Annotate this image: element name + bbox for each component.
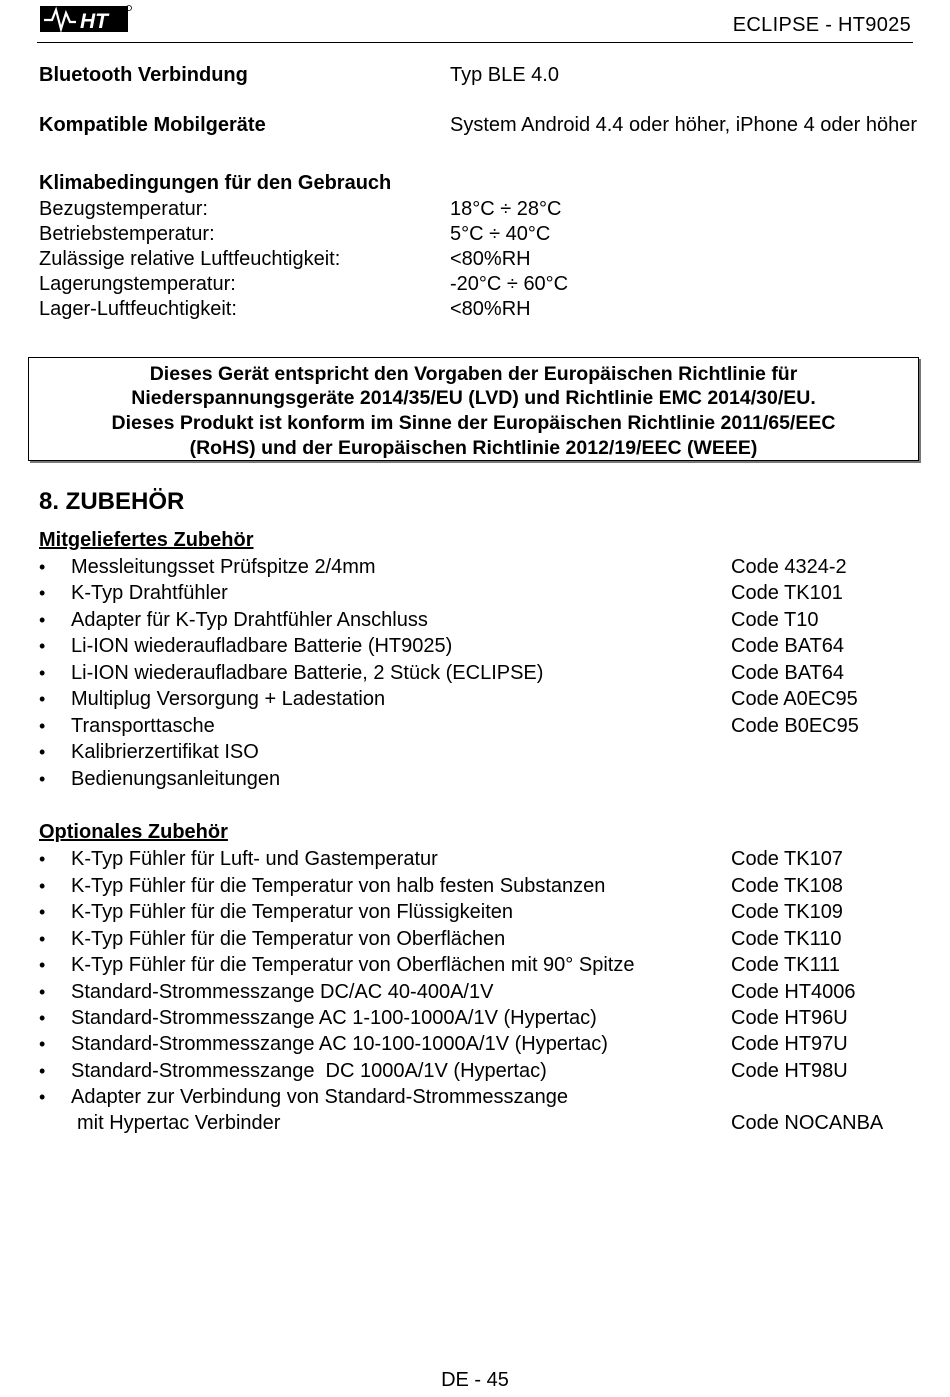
item-code: Code BAT64	[731, 662, 845, 684]
item-label: mit Hypertac Verbinder	[77, 1112, 281, 1134]
list-item	[39, 1005, 919, 1031]
bullet-icon: •	[39, 955, 46, 975]
spec-value: <80%RH	[450, 298, 531, 320]
item-label: Standard-Strommesszange AC 1-100-1000A/1V (Hypertac)	[71, 1007, 597, 1029]
list-item-adapter	[39, 1084, 919, 1110]
list-item	[39, 686, 919, 712]
list-item	[39, 713, 919, 739]
item-code: Code TK110	[731, 928, 842, 950]
notice-line: (RoHS) und der Europäischen Richtlinie 2012/19/EEC (WEEE)	[189, 437, 758, 459]
bullet-icon: •	[39, 1061, 46, 1081]
spec-label: Bluetooth Verbindung	[39, 64, 248, 86]
item-code: Code B0EC95	[731, 715, 859, 737]
item-label: Standard-Strommesszange DC/AC 40-400A/1V	[71, 981, 494, 1003]
bullet-icon: •	[39, 849, 46, 869]
included-accessories-heading: Mitgeliefertes Zubehör	[39, 529, 254, 551]
spec-value: 18°C ÷ 28°C	[450, 198, 562, 220]
item-code: Code TK107	[731, 848, 843, 870]
page-number: DE - 45	[441, 1369, 509, 1391]
bullet-icon: •	[39, 1087, 46, 1107]
list-item	[39, 979, 919, 1005]
compliance-notice	[28, 357, 919, 461]
spec-label: Lager-Luftfeuchtigkeit:	[39, 298, 237, 320]
item-code: Code HT4006	[731, 981, 856, 1003]
spec-value: Typ BLE 4.0	[450, 64, 559, 86]
item-label: Multiplug Versorgung + Ladestation	[71, 688, 386, 710]
item-label: Standard-Strommesszange AC 10-100-1000A/1V (Hypertac)	[71, 1033, 608, 1055]
list-item	[39, 1058, 919, 1084]
item-code: Code 4324-2	[731, 556, 847, 578]
notice-line: Dieses Produkt ist konform im Sinne der Europäischen Richtlinie 2011/65/EEC	[111, 412, 836, 434]
bullet-icon: •	[39, 929, 46, 949]
list-item	[39, 873, 919, 899]
item-label: Bedienungsanleitungen	[71, 768, 281, 790]
page-header	[37, 0, 913, 43]
list-item	[39, 846, 919, 872]
bullet-icon: •	[39, 982, 46, 1002]
item-label: K-Typ Fühler für die Temperatur von halb festen Substanzen	[71, 875, 606, 897]
item-code: Code HT97U	[731, 1033, 848, 1055]
bullet-icon: •	[39, 716, 46, 736]
bullet-icon: •	[39, 769, 46, 789]
bullet-icon: •	[39, 742, 46, 762]
list-item	[39, 554, 919, 580]
item-label: Adapter zur Verbindung von Standard-Strommesszange	[71, 1086, 568, 1108]
bullet-icon: •	[39, 876, 46, 896]
list-item	[39, 660, 919, 686]
bullet-icon: •	[39, 557, 46, 577]
climate-heading: Klimabedingungen für den Gebrauch	[39, 172, 392, 194]
list-item	[39, 766, 919, 792]
item-code: Code T10	[731, 609, 819, 631]
item-label: K-Typ Drahtfühler	[71, 582, 228, 604]
item-label: K-Typ Fühler für die Temperatur von Oberflächen	[71, 928, 506, 950]
item-label: Standard-Strommesszange DC 1000A/1V (Hypertac)	[71, 1060, 547, 1082]
ht-logo-icon	[40, 4, 132, 34]
logo-text: HT	[80, 10, 108, 33]
item-code: Code HT96U	[731, 1007, 848, 1029]
spec-label: Zulässige relative Luftfeuchtigkeit:	[39, 248, 341, 270]
list-item	[39, 580, 919, 606]
bullet-icon: •	[39, 689, 46, 709]
list-item	[39, 739, 919, 765]
item-label: Li-ION wiederaufladbare Batterie (HT9025)	[71, 635, 453, 657]
list-item	[39, 899, 919, 925]
item-label: Li-ION wiederaufladbare Batterie, 2 Stück (ECLIPSE)	[71, 662, 544, 684]
item-label: Transporttasche	[71, 715, 215, 737]
item-label: K-Typ Fühler für Luft- und Gastemperatur	[71, 848, 438, 870]
bullet-icon: •	[39, 636, 46, 656]
item-label: K-Typ Fühler für die Temperatur von Oberflächen mit 90° Spitze	[71, 954, 635, 976]
item-code: Code TK101	[731, 582, 843, 604]
spec-label: Betriebstemperatur:	[39, 223, 215, 245]
item-code: Code HT98U	[731, 1060, 848, 1082]
item-label: Messleitungsset Prüfspitze 2/4mm	[71, 556, 376, 578]
bullet-icon: •	[39, 1034, 46, 1054]
list-item	[39, 926, 919, 952]
list-item	[39, 633, 919, 659]
item-label: Kalibrierzertifikat ISO	[71, 741, 259, 763]
item-code: Code NOCANBA	[731, 1112, 884, 1134]
section-title: 8. ZUBEHÖR	[39, 488, 185, 515]
item-code: Code TK111	[731, 954, 840, 976]
bullet-icon: •	[39, 663, 46, 683]
spec-label: Bezugstemperatur:	[39, 198, 208, 220]
spec-label: Kompatible Mobilgeräte	[39, 114, 266, 136]
spec-value: <80%RH	[450, 248, 531, 270]
item-code: Code TK108	[731, 875, 843, 897]
document-title: ECLIPSE - HT9025	[732, 14, 911, 36]
list-item	[39, 952, 919, 978]
bullet-icon: •	[39, 583, 46, 603]
item-code: Code TK109	[731, 901, 843, 923]
spec-value: System Android 4.4 oder höher, iPhone 4 oder höher	[450, 114, 917, 136]
item-code: Code BAT64	[731, 635, 845, 657]
ht-logo	[40, 4, 132, 34]
spec-label: Lagerungstemperatur:	[39, 273, 236, 295]
item-code: Code A0EC95	[731, 688, 858, 710]
notice-line: Dieses Gerät entspricht den Vorgaben der Europäischen Richtlinie für	[149, 363, 798, 385]
list-item-adapter-continued	[39, 1110, 919, 1136]
spec-value: 5°C ÷ 40°C	[450, 223, 551, 245]
item-label: Adapter für K-Typ Drahtfühler Anschluss	[71, 609, 428, 631]
optional-accessories-heading: Optionales Zubehör	[39, 821, 228, 843]
spec-value: -20°C ÷ 60°C	[450, 273, 569, 295]
list-item	[39, 607, 919, 633]
item-label: K-Typ Fühler für die Temperatur von Flüssigkeiten	[71, 901, 514, 923]
bullet-icon: •	[39, 902, 46, 922]
list-item	[39, 1031, 919, 1057]
bullet-icon: •	[39, 610, 46, 630]
bullet-icon: •	[39, 1008, 46, 1028]
notice-line: Niederspannungsgeräte 2014/35/EU (LVD) und Richtlinie EMC 2014/30/EU.	[131, 387, 816, 409]
